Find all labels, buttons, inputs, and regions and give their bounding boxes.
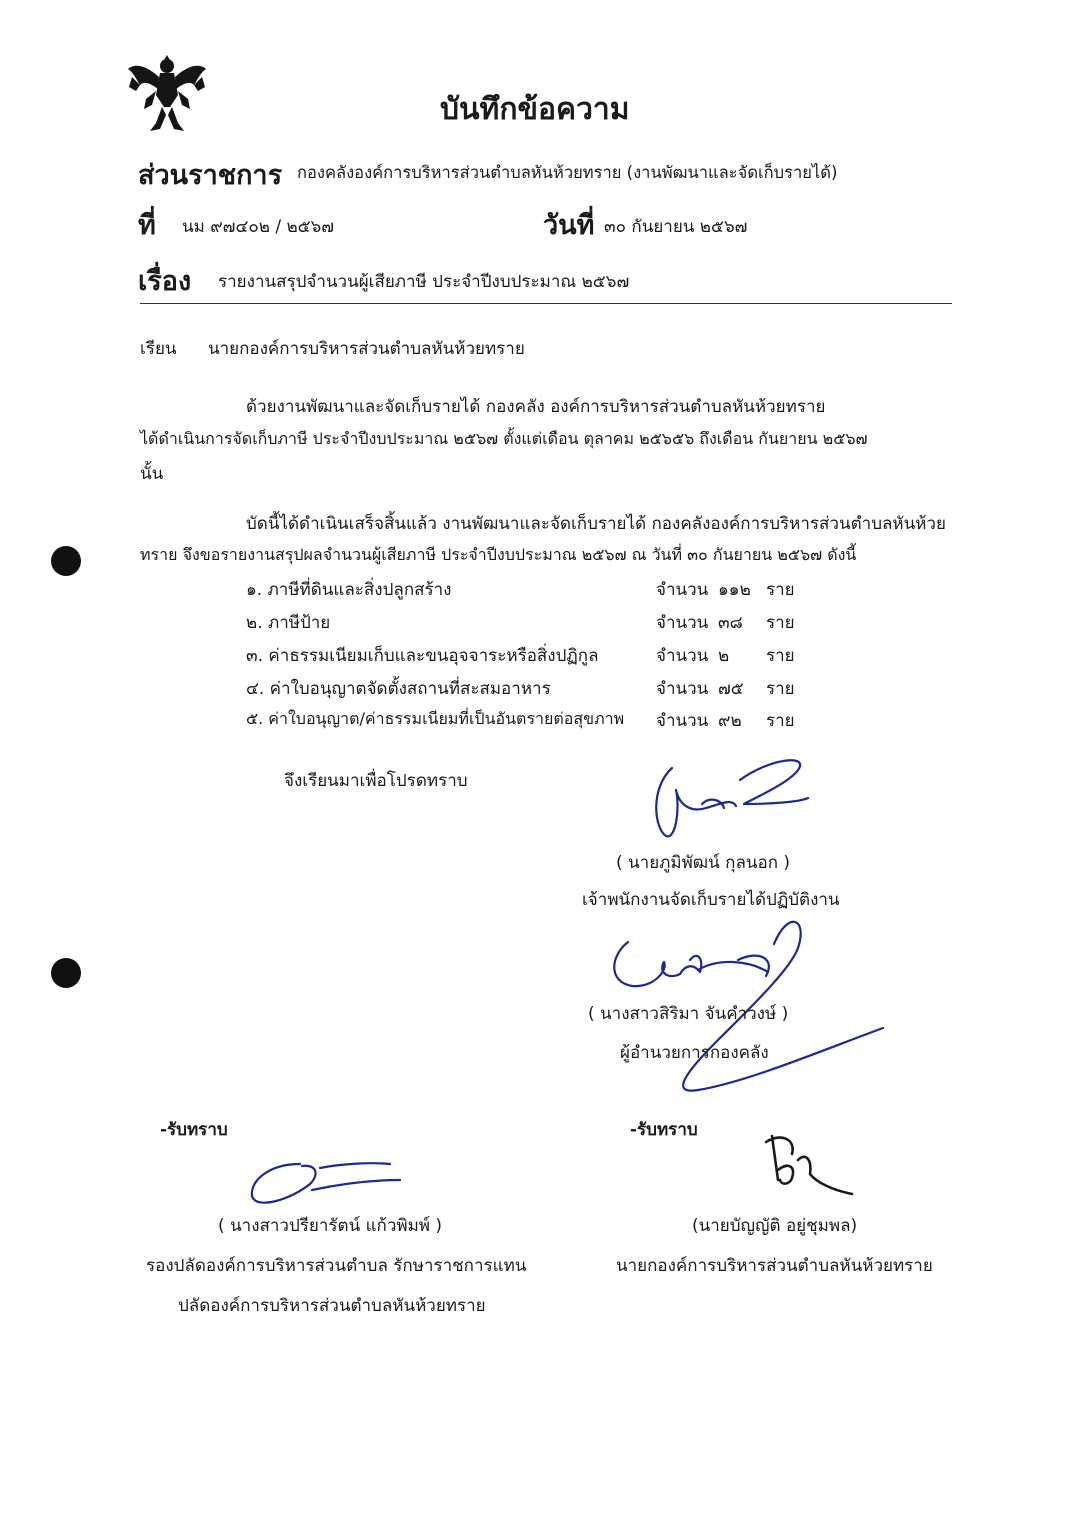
date-label: วันที่ — [543, 210, 595, 241]
list-item-unit: ราย — [766, 711, 795, 731]
mayor-name: (นายบัญญัติ อยู่ชุมพล) — [692, 1216, 858, 1236]
list-item-count-label: จำนวน — [656, 646, 709, 666]
list-item-label: ๕. ค่าใบอนุญาต/ค่าธรรมเนียมที่เป็นอันตรายต่อสุขภาพ — [246, 709, 625, 728]
ack-label-right: -รับทราบ — [630, 1120, 698, 1140]
subject-value: รายงานสรุปจำนวนผู้เสียภาษี ประจำปีงบประมาณ ๒๕๖๗ — [218, 272, 630, 292]
list-item-unit: ราย — [766, 679, 795, 699]
list-item-count-label: จำนวน — [656, 580, 709, 600]
director-name: ( นางสาวสิริมา จันคำวงษ์ ) — [588, 1004, 789, 1024]
list-item-count: ๓๘ — [718, 613, 743, 633]
list-item — [246, 675, 806, 702]
list-item-label: ๒. ภาษีป้าย — [246, 613, 331, 633]
mayor-signature-icon — [752, 1130, 862, 1210]
punch-hole — [51, 958, 81, 988]
to-value: นายกองค์การบริหารส่วนตำบลหันห้วยทราย — [208, 339, 525, 359]
list-item — [246, 609, 806, 636]
deputy-title-line-2: ปลัดองค์การบริหารส่วนตำบลหันห้วยทราย — [178, 1296, 486, 1316]
list-item-unit: ราย — [766, 646, 795, 666]
header-divider — [140, 303, 952, 304]
list-item-label: ๑. ภาษีที่ดินและสิ่งปลูกสร้าง — [246, 580, 452, 600]
garuda-emblem-icon — [126, 55, 208, 133]
punch-hole — [51, 546, 81, 576]
list-item-count: ๙๒ — [718, 711, 742, 731]
deputy-title-line-1: รองปลัดองค์การบริหารส่วนตำบล รักษาราชการแทน — [146, 1256, 527, 1276]
paragraph-2-line-1: บัดนี้ได้ดำเนินเสร็จสิ้นแล้ว งานพัฒนาและจัดเก็บรายได้ กองคลังองค์การบริหารส่วนตำบลหันห้วย — [246, 514, 946, 534]
deputy-signature-icon — [240, 1150, 420, 1210]
officer-signature-icon — [640, 748, 820, 848]
list-item — [246, 707, 806, 732]
closing-text: จึงเรียนมาเพื่อโปรดทราบ — [284, 771, 468, 791]
list-item — [246, 576, 806, 603]
paragraph-1-line-3: นั้น — [140, 464, 164, 484]
to-label: เรียน — [140, 339, 177, 359]
deputy-name: ( นางสาวปรียารัตน์ แก้วพิมพ์ ) — [218, 1216, 443, 1236]
list-item-count-label: จำนวน — [656, 613, 709, 633]
paragraph-1-line-1: ด้วยงานพัฒนาและจัดเก็บรายได้ กองคลัง องค์การบริหารส่วนตำบลหันห้วยทราย — [246, 397, 826, 417]
ack-label-left: -รับทราบ — [160, 1120, 228, 1140]
officer-name: ( นายภูมิพัฒน์ กุลนอก ) — [616, 853, 791, 873]
list-item-count-label: จำนวน — [656, 711, 709, 731]
director-title: ผู้อำนวยการกองคลัง — [620, 1043, 769, 1063]
agency-value: กองคลังองค์การบริหารส่วนตำบลหันห้วยทราย (งานพัฒนาและจัดเก็บรายได้) — [297, 163, 838, 182]
ref-label: ที่ — [138, 210, 156, 241]
list-item-label: ๓. ค่าธรรมเนียมเก็บและขนอุจจาระหรือสิ่งปฏิกูล — [246, 646, 599, 666]
paragraph-2-line-2: ทราย จึงขอรายงานสรุปผลจำนวนผู้เสียภาษี ประจำปีงบประมาณ ๒๕๖๗ ณ วันที่ ๓๐ กันยายน ๒๕๖๗ ดังนี้ — [140, 545, 857, 564]
list-item-count: ๑๑๒ — [718, 580, 751, 600]
list-item-label: ๔. ค่าใบอนุญาตจัดตั้งสถานที่สะสมอาหาร — [246, 679, 551, 699]
officer-title: เจ้าพนักงานจัดเก็บรายได้ปฏิบัติงาน — [582, 890, 840, 910]
date-value: ๓๐ กันยายน ๒๕๖๗ — [604, 217, 748, 237]
document-title: บันทึกข้อความ — [440, 92, 630, 127]
subject-label: เรื่อง — [138, 266, 192, 297]
paragraph-1-line-2: ได้ดำเนินการจัดเก็บภาษี ประจำปีงบประมาณ ๒๕๖๗ ตั้งแต่เดือน ตุลาคม ๒๕๖๕๖ ถึงเดือน กันยายน ๒๕๖๗ — [140, 429, 868, 448]
list-item — [246, 642, 806, 669]
list-item-count: ๒ — [718, 646, 730, 666]
ref-value: นม ๙๗๔๐๒ / ๒๕๖๗ — [182, 217, 335, 237]
mayor-title: นายกองค์การบริหารส่วนตำบลหันห้วยทราย — [616, 1256, 933, 1276]
list-item-unit: ราย — [766, 613, 795, 633]
list-item-unit: ราย — [766, 580, 795, 600]
agency-label: ส่วนราชการ — [138, 160, 283, 191]
list-item-count-label: จำนวน — [656, 679, 709, 699]
list-item-count: ๗๕ — [718, 679, 744, 699]
